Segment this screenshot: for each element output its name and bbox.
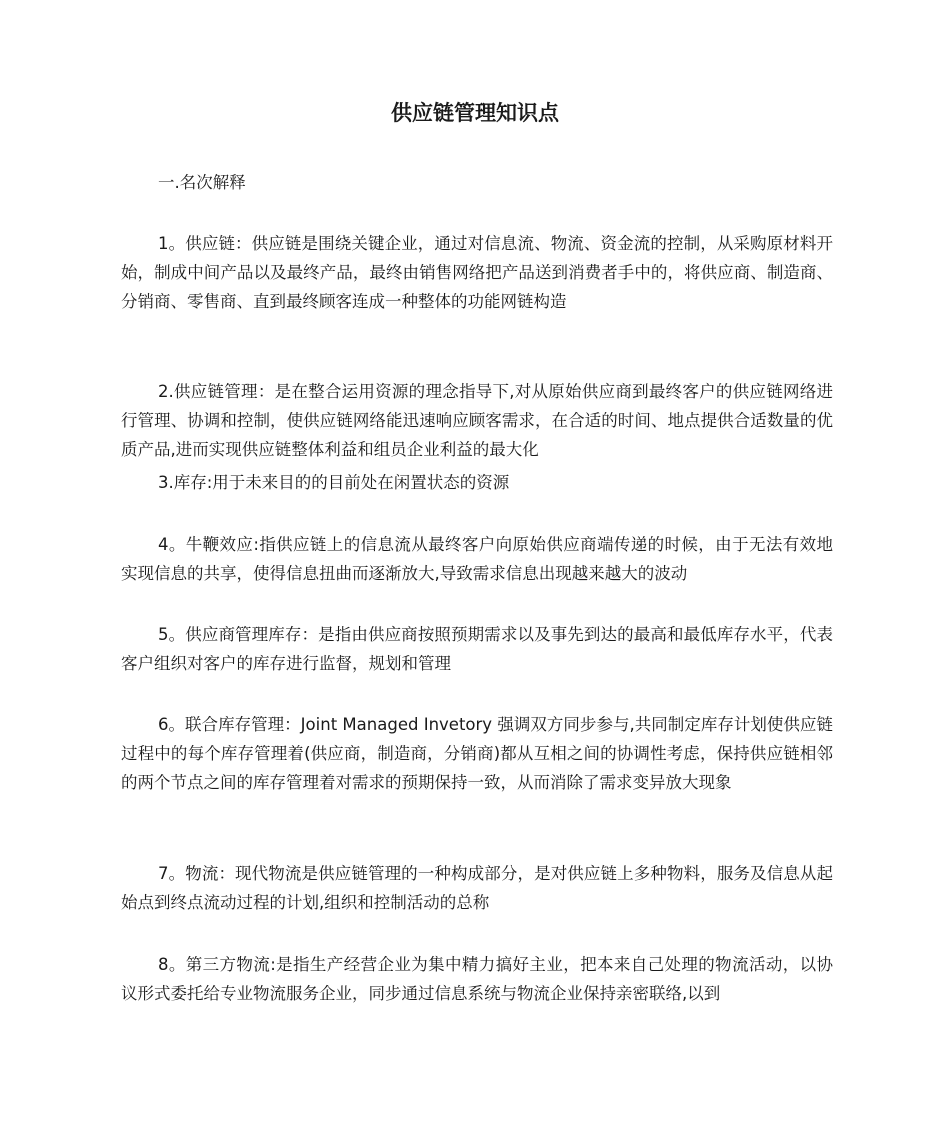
paragraph-1-supply-chain: 1。供应链：供应链是围绕关键企业，通过对信息流、物流、资金流的控制，从采购原材料开始，制成中间产品以及最终产品，最终由销售网络把产品送到消费者手中的，将供应商、制造商、分销商、零售商、直到最终顾客连成一种整体的功能网链构造 [121,234,833,311]
paragraph-3-inventory: 3.库存:用于未来目的的目前处在闲置状态的资源 [158,473,510,492]
paragraph-7-logistics: 7。物流：现代物流是供应链管理的一种构成部分，是对供应链上多种物料，服务及信息从起始点到终点流动过程的计划,组织和控制活动的总称 [121,864,833,912]
paragraph-4-bullwhip: 4。牛鞭效应:指供应链上的信息流从最终客户向原始供应商端传递的时候，由于无法有效地实现信息的共享，使得信息扭曲而逐渐放大,导致需求信息出现越来越大的波动 [121,535,833,583]
paragraph-8-3pl: 8。第三方物流:是指生产经营企业为集中精力搞好主业，把本来自己处理的物流活动，以协议形式委托给专业物流服务企业，同步通过信息系统与物流企业保持亲密联络,以到 [121,955,833,1003]
section-heading: 一.名次解释 [158,173,246,192]
paragraph-5-vmi: 5。供应商管理库存：是指由供应商按照预期需求以及事先到达的最高和最低库存水平，代表客户组织对客户的库存进行监督，规划和管理 [121,625,833,673]
paragraph-6-jmi: 6。联合库存管理：Joint Managed Invetory 强调双方同步参与,共同制定库存计划使供应链过程中的每个库存管理着(供应商，制造商，分销商)都从互相之间的协调性考虑，保持供应链相邻的两个节点之间的库存管理着对需求的预期保持一致，从而消除了需求变异放大现象 [121,715,833,792]
paragraph-2-scm: 2.供应链管理：是在整合运用资源的理念指导下,对从原始供应商到最终客户的供应链网络进行管理、协调和控制，使供应链网络能迅速响应顾客需求，在合适的时间、地点提供合适数量的优质产品,进而实现供应链整体利益和组员企业利益的最大化 [121,382,833,459]
document-title: 供应链管理知识点 [391,101,559,125]
